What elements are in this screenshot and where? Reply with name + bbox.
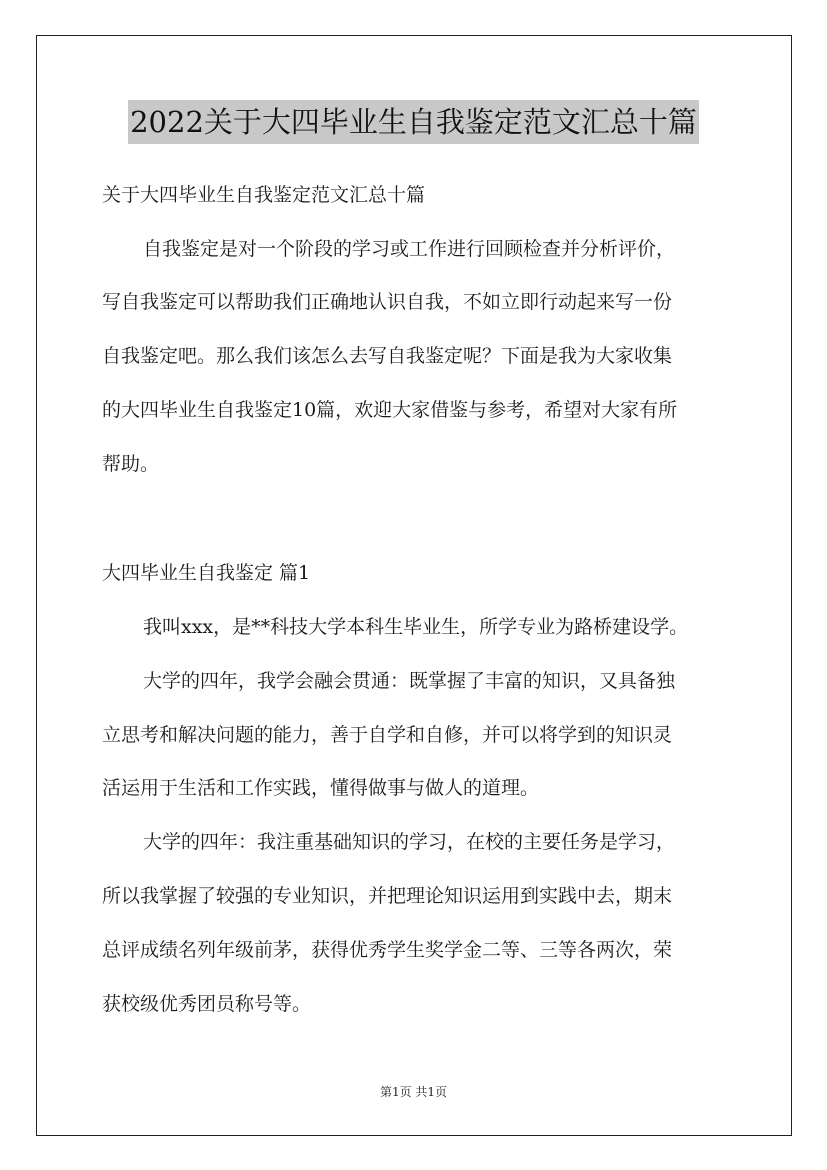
section-line: 立思考和解决问题的能力，善于自学和自修，并可以将学到的知识灵 [102, 724, 673, 746]
document-subtitle: 关于大四毕业生自我鉴定范文汇总十篇 [102, 184, 426, 206]
section-line: 大学的四年：我注重基础知识的学习，在校的主要任务是学习， [143, 831, 676, 853]
intro-line: 自我鉴定是对一个阶段的学习或工作进行回顾检查并分析评价， [143, 238, 676, 260]
title-container [0, 100, 827, 144]
section-line: 所以我掌握了较强的专业知识，并把理论知识运用到实践中去，期末 [102, 885, 673, 907]
page-footer: 第1页 共1页 [379, 1085, 448, 1099]
section-line: 总评成绩名列年级前茅，获得优秀学生奖学金二等、三等各两次，荣 [102, 939, 673, 961]
section-heading: 大四毕业生自我鉴定 篇1 [102, 562, 311, 584]
intro-line: 写自我鉴定可以帮助我们正确地认识自我，不如立即行动起来写一份 [102, 291, 673, 313]
section-line: 获校级优秀团员称号等。 [102, 993, 312, 1015]
intro-line: 的大四毕业生自我鉴定10篇，欢迎大家借鉴与参考，希望对大家有所 [102, 399, 678, 421]
section-line: 大学的四年，我学会融会贯通：既掌握了丰富的知识，又具备独 [143, 670, 676, 692]
section-line: 活运用于生活和工作实践，懂得做事与做人的道理。 [102, 777, 540, 799]
section-line: 我叫xxx，是**科技大学本科生毕业生，所学专业为路桥建设学。 [143, 616, 689, 638]
intro-line: 自我鉴定吧。那么我们该怎么去写自我鉴定呢？下面是我为大家收集 [102, 345, 673, 367]
intro-line: 帮助。 [102, 453, 160, 475]
document-title: 2022关于大四毕业生自我鉴定范文汇总十篇 [128, 100, 699, 144]
